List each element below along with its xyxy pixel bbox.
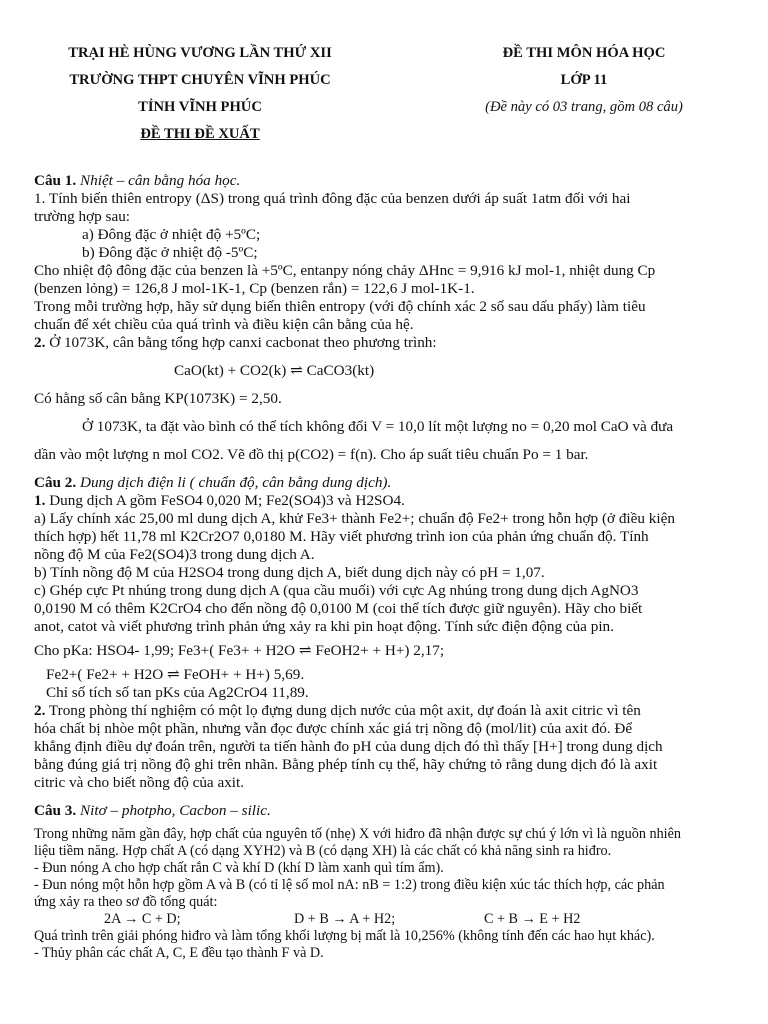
reaction-1: 2A → C + D; [104,911,181,927]
text-line: Chỉ số tích số tan pKs của Ag2CrO4 11,89. [46,684,309,701]
text-line: a) Lấy chính xác 25,00 ml dung dịch A, khử Fe3+ thành Fe2+; chuẩn độ Fe2+ trong hỗn hợp (ở điều kiện [34,510,675,527]
equation-line: CaO(kt) + CO2(k) ⇌ CaCO3(kt) [174,362,375,379]
question-1-heading [34,172,744,190]
question-topic: Nitơ – photpho, Cacbon – silic. [76,802,271,819]
text-line: Trong mỗi trường hợp, hãy sử dụng biến thiên entropy (với độ chính xác 2 số sau dấu phẩy) làm tiêu [34,298,646,315]
reaction-2: D + B → A + H2; [294,911,396,927]
camp-title: TRẠI HÈ HÙNG VƯƠNG LẦN THỨ XII [68,45,332,61]
text-line: anot, catot và viết phương trình phản ứng xảy ra khi pin hoạt động. Tính sức điện động của pin. [34,618,614,635]
text-line [34,492,744,510]
text-line: - Thủy phân các chất A, C, E đều tạo thành F và D. [34,945,324,961]
text-line: dần vào một lượng n mol CO2. Vẽ đồ thị p(CO2) = f(n). Cho áp suất tiêu chuẩn Po = 1 bar. [34,446,589,463]
text-line: Quá trình trên giải phóng hiđro và làm tổng khối lượng bị mất là 10,256% (không tính đến các hao hụt khác). [34,928,655,944]
text-line: Cho nhiệt độ đông đặc của benzen là +5ºC, entanpy nóng chảy ΔHnc = 9,916 kJ mol-1, nhiệt dung Cp [34,262,656,279]
reaction-scheme [34,911,744,928]
text-line: b) Đông đặc ở nhiệt độ -5ºC; [82,244,258,261]
item-number: 1. [34,492,46,509]
question-3-heading [34,802,744,820]
text-line: (benzen lỏng) = 126,8 J mol-1K-1, Cp (benzen rắn) = 122,6 J mol-1K-1. [34,280,475,297]
text-line [34,702,744,720]
text-line [34,334,744,352]
question-number: Câu 2. [34,474,77,491]
province-name: TỈNH VĨNH PHÚC [138,99,262,115]
text-line: 0,0190 M có thêm K2CrO4 cho đến nồng độ 0,0100 M (coi thể tích được giữ nguyên). Hãy cho biết [34,600,643,617]
text-line: c) Ghép cực Pt nhúng trong dung dịch A (qua cầu muối) với cực Ag nhúng trong dung dịch AgNO3 [34,582,639,599]
text-line: a) Đông đặc ở nhiệt độ +5ºC; [82,226,261,243]
text-line: hóa chất bị nhòe một phần, nhưng vẫn đọc được chính xác giá trị nồng độ (mol/lit) của axit đó. Để [34,720,633,737]
reaction-3: C + B → E + H2 [484,911,581,927]
text-line: Cho pKa: HSO4- 1,99; Fe3+( Fe3+ + H2O ⇌ FeOH2+ + H+) 2,17; [34,642,445,659]
item-number: 2. [34,334,46,351]
question-number: Câu 3. [34,802,77,819]
text-line: liệu tiềm năng. Hợp chất A (có dạng XYH2) và B (có dạng XH) là các chất có khả năng sinh ra hiđro. [34,843,612,859]
exam-body [34,172,744,962]
header [0,44,768,152]
text-line: trường hợp sau: [34,208,131,225]
grade-label: LỚP 11 [560,72,608,88]
text-line: Có hằng số cân bằng KP(1073K) = 2,50. [34,390,282,407]
text-line: Ở 1073K, ta đặt vào bình có thể tích không đổi V = 10,0 lít một lượng no = 0,20 mol CaO và đưa [82,418,674,435]
text-line: - Đun nóng A cho hợp chất rắn C và khí D (khí D làm xanh quì tím ẩm). [34,860,444,876]
item-text: Ở 1073K, cân bằng tổng hợp canxi cacbonat theo phương trình: [45,334,437,351]
text-line: ứng xảy ra theo sơ đồ tổng quát: [34,894,218,910]
item-text: Dung dịch A gồm FeSO4 0,020 M; Fe2(SO4)3 và H2SO4. [45,492,405,509]
text-line: Trong những năm gần đây, hợp chất của nguyên tố (nhẹ) X với hiđro đã nhận được sự chú ý lớn vì là nguồn nhiên [34,826,681,842]
text-line: - Đun nóng một hỗn hợp gồm A và B (có tỉ lệ số mol nA: nB = 1:2) trong điều kiện xúc tác thích hợp, các phản [34,877,665,893]
text-line: Fe2+( Fe2+ + H2O ⇌ FeOH+ + H+) 5,69. [46,666,305,683]
exam-subject: ĐỀ THI MÔN HÓA HỌC [502,45,666,61]
text-line: nồng độ M của Fe2(SO4)3 trong dung dịch A. [34,546,315,563]
item-number: 2. [34,702,46,719]
school-name: TRƯỜNG THPT CHUYÊN VĨNH PHÚC [69,72,331,88]
text-line: chuẩn để xét chiều của quá trình và điều kiện cân bằng của hệ. [34,316,414,333]
text-line: 1. Tính biến thiên entropy (ΔS) trong quá trình đông đặc của benzen dưới áp suất 1atm đối với hai [34,190,631,207]
question-number: Câu 1. [34,172,77,189]
text-line: thích hợp) hết 11,78 ml K2Cr2O7 0,0180 M. Hãy viết phương trình ion của phản ứng chuẩn độ. Tính [34,528,649,545]
text-line: citric và cho biết nồng độ của axit. [34,774,245,791]
item-text: Trong phòng thí nghiệm có một lọ đựng dung dịch nước của một axit, dự đoán là axit citric vì tên [45,702,641,719]
text-line: b) Tính nồng độ M của H2SO4 trong dung dịch A, biết dung dịch này có pH = 1,07. [34,564,545,581]
question-2-heading [34,474,744,492]
text-line: khẳng định điều dự đoán trên, người ta tiến hành đo pH của dung dịch đó thì thấy [H+] trong dung dịch [34,738,663,755]
question-topic: Dung dịch điện li ( chuẩn độ, cân bằng dung dịch). [76,474,392,491]
proposal-label: ĐỀ THI ĐỀ XUẤT [140,126,260,142]
question-topic: Nhiệt – cân bằng hóa học. [76,172,241,189]
text-line: bằng đúng giá trị nồng độ ghi trên nhãn. Bằng phép tính cụ thể, hãy chứng tỏ rằng dung dịch đó là axit [34,756,658,773]
page-count-note: (Đề này có 03 trang, gồm 08 câu) [485,99,683,115]
